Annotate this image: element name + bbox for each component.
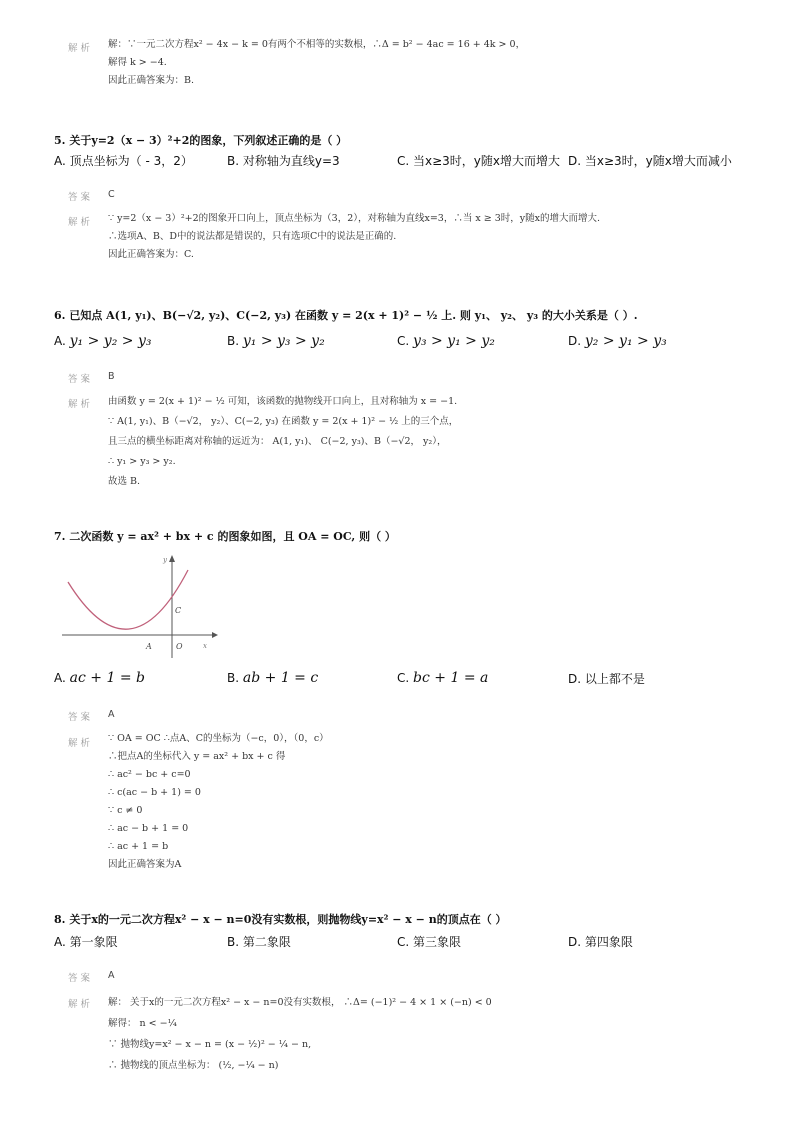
explain-line: 由函数 y = 2(x + 1)² − ½ 可知，该函数的抛物线开口向上，且对称轴为 x = −1. xyxy=(108,396,458,407)
option-c[interactable]: C. 第三象限 xyxy=(397,935,462,949)
y-axis-arrow-icon xyxy=(169,555,175,562)
explain-line: ∴ 抛物线的顶点坐标为： (½, −¼ − n) xyxy=(108,1060,279,1071)
explain-line: 因此正确答案为：C. xyxy=(108,249,194,260)
explain-line: ∴ ac² − bc + c=0 xyxy=(108,769,191,780)
option-d[interactable]: D. 以上都不是 xyxy=(568,672,645,686)
option-a[interactable]: A. y₁ > y₂ > y₃ xyxy=(54,333,152,349)
explain-line: ∵ y=2（x − 3）²+2的图象开口向上，顶点坐标为（3，2），对称轴为直线x=3，∴当 x ≥ 3时，y随x的增大而增大. xyxy=(108,213,601,224)
explain-line: ∴把点A的坐标代入 y = ax² + bx + c 得 xyxy=(108,751,286,762)
parabola-curve xyxy=(68,570,188,629)
option-math: y₁ > y₃ > y₂ xyxy=(242,333,325,349)
q7-explanation xyxy=(108,730,329,874)
x-axis-label: x xyxy=(203,642,207,650)
question-8-stem: 8. 关于x的一元二次方程x² − x − n=0没有实数根，则抛物线y=x² − x − n的顶点在（ ） xyxy=(54,913,507,926)
q5-explanation xyxy=(108,210,600,264)
answer-value: C xyxy=(108,189,115,200)
option-c[interactable]: C. y₃ > y₁ > y₂ xyxy=(397,333,495,349)
explain-line: ∵ A(1, y₁)、B（−√2， y₂）、C(−2, y₃) 在函数 y = 2(x + 1)² − ½ 上的三个点， xyxy=(108,416,459,427)
question-7-stem: 7. 二次函数 y = ax² + bx + c 的图象如图，且 OA = OC, 则（ ） xyxy=(54,530,396,543)
option-b[interactable]: B. 第二象限 xyxy=(227,935,291,949)
option-a[interactable]: A. ac + 1 = b xyxy=(54,670,145,686)
point-a-label: A xyxy=(146,642,152,651)
q4-explanation xyxy=(108,36,525,90)
explain-line: ∴ ac + 1 = b xyxy=(108,841,169,852)
answer-value: A xyxy=(108,709,115,720)
answer-label: 答案 xyxy=(68,973,94,984)
answer-value: A xyxy=(108,970,115,981)
x-axis-arrow-icon xyxy=(212,632,218,638)
explain-line: 故选 B. xyxy=(108,476,141,487)
option-math: y₃ > y₁ > y₂ xyxy=(413,333,495,349)
explain-line: ∴ y₁ > y₃ > y₂. xyxy=(108,456,176,467)
explain-line: ∴ ac − b + 1 = 0 xyxy=(108,823,189,834)
explain-label: 解析 xyxy=(68,217,94,228)
question-5-stem: 5. 关于y=2（x − 3）²+2的图象，下列叙述正确的是（ ） xyxy=(54,134,348,147)
explain-line: 因此正确答案为：B. xyxy=(108,75,195,86)
explain-line: ∵ c ≠ 0 xyxy=(108,805,143,816)
option-math: ac + 1 = b xyxy=(69,670,145,686)
explain-line: ∴ c(ac − b + 1) = 0 xyxy=(108,787,201,798)
answer-label: 答案 xyxy=(68,374,94,385)
option-c[interactable]: C. bc + 1 = a xyxy=(397,670,489,686)
option-c[interactable]: C. 当x≥3时，y随x增大而增大 xyxy=(397,154,561,168)
option-b[interactable]: B. ab + 1 = c xyxy=(227,670,319,686)
explain-line: 且三点的横坐标距离对称轴的远近为： A(1, y₁)、 C(−2, y₃)、B（−√2， y₂）， xyxy=(108,436,447,447)
option-math: bc + 1 = a xyxy=(413,670,489,686)
parabola-graph xyxy=(60,550,220,660)
option-math: y₂ > y₁ > y₃ xyxy=(584,333,667,349)
option-math: y₁ > y₂ > y₃ xyxy=(69,333,152,349)
answer-label: 答案 xyxy=(68,712,94,723)
answer-value: B xyxy=(108,371,115,382)
explain-line: ∵ 抛物线y=x² − x − n = (x − ½)² − ¼ − n, xyxy=(108,1039,312,1050)
option-b[interactable]: B. y₁ > y₃ > y₂ xyxy=(227,333,325,349)
option-d[interactable]: D. 第四象限 xyxy=(568,935,633,949)
option-d[interactable]: D. 当x≥3时，y随x增大而减小 xyxy=(568,154,732,168)
q6-explanation xyxy=(108,392,458,492)
y-axis-label: y xyxy=(163,556,167,564)
explain-line: 解： 关于x的一元二次方程x² − x − n=0没有实数根， ∴Δ= (−1)² − 4 × 1 × (−n) < 0 xyxy=(108,997,492,1008)
explain-line: 解得 k > −4. xyxy=(108,57,167,68)
point-c-label: C xyxy=(175,606,182,615)
option-a[interactable]: A. 顶点坐标为（ - 3，2） xyxy=(54,154,193,168)
answer-label: 答案 xyxy=(68,192,94,203)
explain-line: ∵ OA = OC ∴点A、C的坐标为（−c，0），（0，c） xyxy=(108,733,329,744)
explain-label: 解析 xyxy=(68,399,94,410)
explain-line: ∴选项A、B、D中的说法都是错误的，只有选项C中的说法是正确的. xyxy=(108,231,397,242)
explain-label: 解析 xyxy=(68,999,94,1010)
option-b[interactable]: B. 对称轴为直线y=3 xyxy=(227,154,340,168)
explain-line: 因此正确答案为A xyxy=(108,859,182,870)
explain-label: 解析 xyxy=(68,738,94,749)
explain-label: 解析 xyxy=(68,43,94,54)
explain-line: 解得： n < −¼ xyxy=(108,1018,177,1029)
explain-line: 解：∵一元二次方程x² − 4x − k = 0有两个不相等的实数根，∴Δ = b² − 4ac = 16 + 4k > 0， xyxy=(108,39,526,50)
option-d[interactable]: D. y₂ > y₁ > y₃ xyxy=(568,333,667,349)
q8-explanation xyxy=(108,992,492,1076)
option-a[interactable]: A. 第一象限 xyxy=(54,935,118,949)
origin-label: O xyxy=(176,642,183,651)
question-6-stem: 6. 已知点 A(1, y₁)、B(−√2, y₂)、C(−2, y₃) 在函数 y = 2(x + 1)² − ½ 上. 则 y₁、 y₂、 y₃ 的大小关系是（ ）. xyxy=(54,309,638,322)
option-math: ab + 1 = c xyxy=(242,670,319,686)
